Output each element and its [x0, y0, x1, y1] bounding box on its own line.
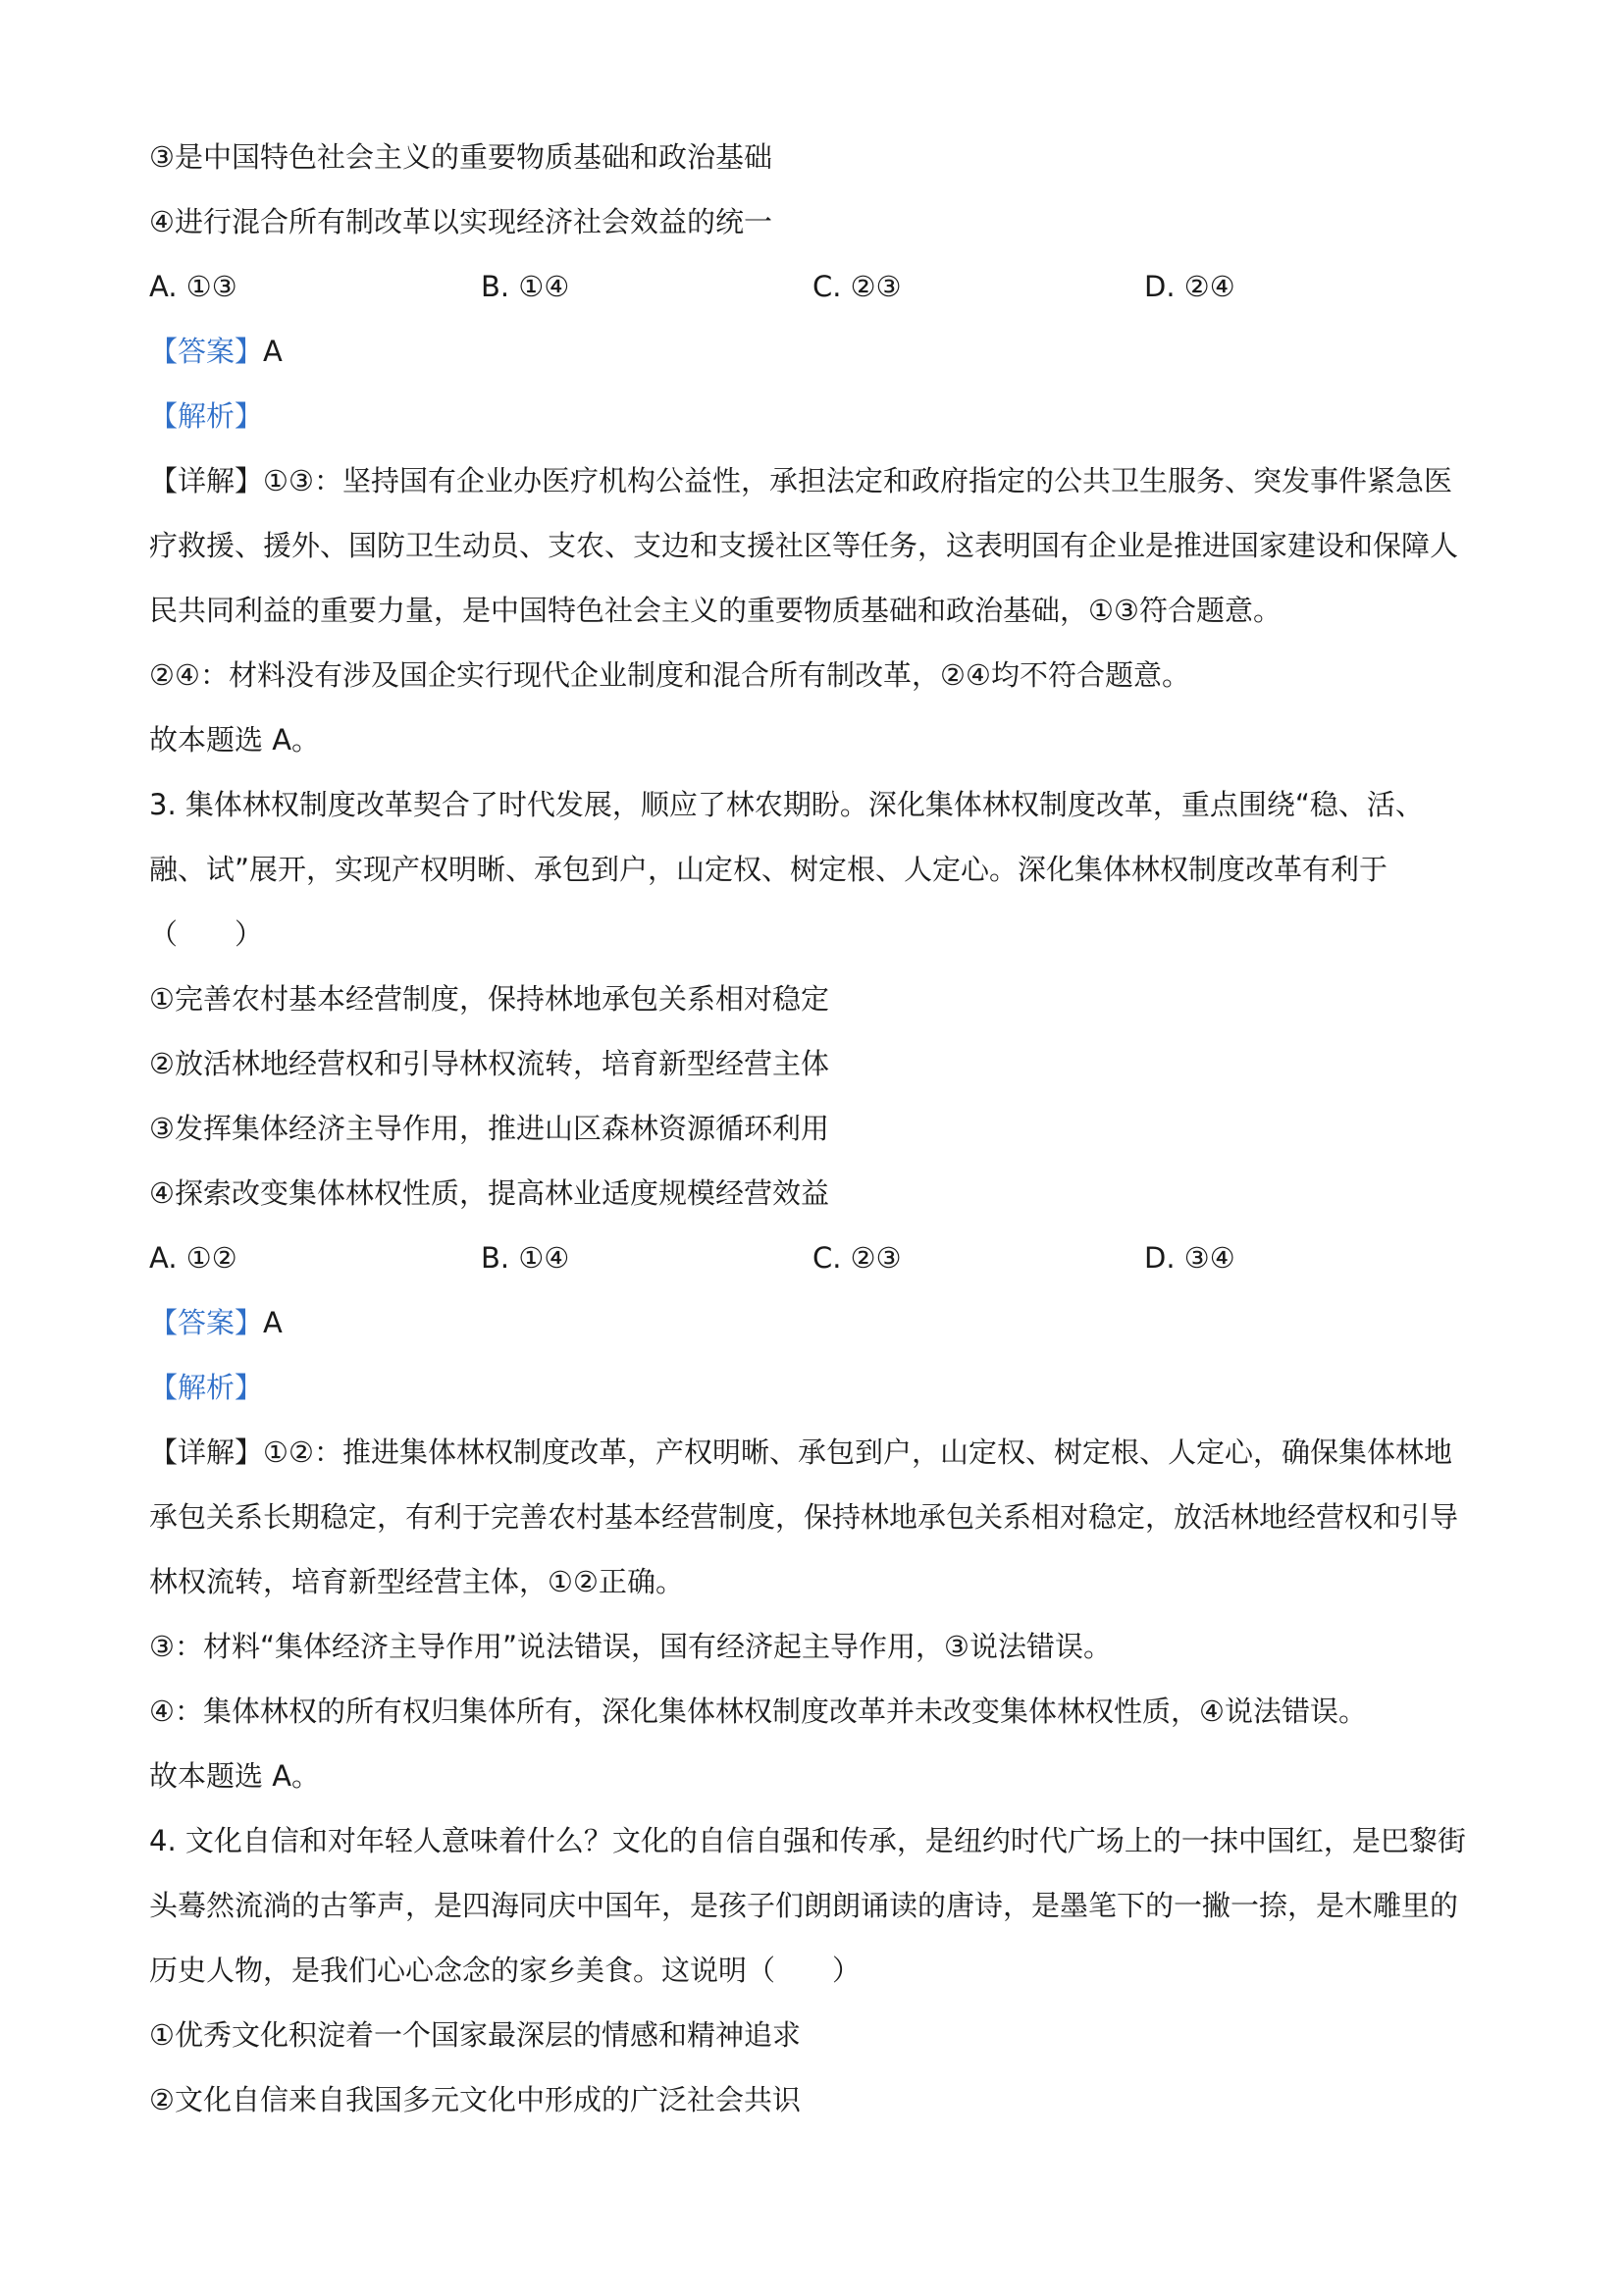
q3-conclusion: 故本题选 A。 [149, 1759, 321, 1793]
q2-option-b: B. ①④ [481, 270, 570, 303]
q3-option-a: A. ①② [149, 1241, 237, 1275]
q3-detail-line-5: ④：集体林权的所有权归集体所有，深化集体林权制度改革并未改变集体林权性质，④说法错误。 [149, 1695, 1367, 1728]
q3-option-c: C. ②③ [812, 1241, 902, 1275]
q3-analysis-label [149, 1371, 264, 1404]
answer-value: A [263, 335, 283, 368]
answer-label: 【答案】 [149, 335, 264, 368]
q2-option-a: A. ①③ [149, 270, 237, 303]
q3-option-d: D. ③④ [1144, 1241, 1235, 1275]
q2-detail-line-1 [149, 464, 1453, 497]
q2-detail-line-2: 疗救援、援外、国防卫生动员、支农、支边和支援社区等任务，这表明国有企业是推进国家建设和保障人 [149, 529, 1459, 562]
q3-detail-line-4: ③：材料“集体经济主导作用”说法错误，国有经济起主导作用，③说法错误。 [149, 1630, 1113, 1663]
analysis-label: 【解析】 [149, 399, 264, 433]
q3-item-1: ①完善农村基本经营制度，保持林地承包关系相对稳定 [149, 982, 829, 1016]
q3-detail-line-1 [149, 1435, 1453, 1469]
q2-conclusion: 故本题选 A。 [149, 723, 321, 757]
q2-item-4: ④进行混合所有制改革以实现经济社会效益的统一 [149, 205, 772, 238]
q4-stem-line-1: 4. 文化自信和对年轻人意味着什么？文化的自信自强和传承，是纽约时代广场上的一抹中国红，是巴黎街 [149, 1824, 1466, 1857]
q4-item-1: ①优秀文化积淀着一个国家最深层的情感和精神追求 [149, 2018, 801, 2052]
q4-item-2: ②文化自信来自我国多元文化中形成的广泛社会共识 [149, 2083, 801, 2116]
q3-detail-line-3: 林权流转，培育新型经营主体，①②正确。 [149, 1565, 684, 1598]
q4-stem-line-3: 历史人物，是我们心心念念的家乡美食。这说明（ ） [149, 1954, 862, 1987]
q3-option-b: B. ①④ [481, 1241, 570, 1275]
answer-label: 【答案】 [149, 1306, 264, 1339]
q2-option-d: D. ②④ [1144, 270, 1235, 303]
q3-stem-line-2: 融、试”展开，实现产权明晰、承包到户，山定权、树定根、人定心。深化集体林权制度改革有利于 [149, 853, 1388, 886]
q3-detail-line-2: 承包关系长期稳定，有利于完善农村基本经营制度，保持林地承包关系相对稳定，放活林地经营权和引导 [149, 1500, 1459, 1534]
q2-answer [149, 335, 283, 368]
q2-item-3: ③是中国特色社会主义的重要物质基础和政治基础 [149, 140, 772, 174]
detail-label: 【详解】 [149, 464, 264, 497]
detail-label: 【详解】 [149, 1435, 264, 1469]
detail-text: ①②：推进集体林权制度改革，产权明晰、承包到户，山定权、树定根、人定心，确保集体林地 [263, 1435, 1453, 1469]
q3-item-3: ③发挥集体经济主导作用，推进山区森林资源循环利用 [149, 1112, 829, 1145]
q4-stem-line-2: 头蓦然流淌的古筝声，是四海同庆中国年，是孩子们朗朗诵读的唐诗，是墨笔下的一撇一捺，是木雕里的 [149, 1889, 1459, 1922]
q3-item-4: ④探索改变集体林权性质，提高林业适度规模经营效益 [149, 1176, 829, 1210]
q3-item-2: ②放活林地经营权和引导林权流转，培育新型经营主体 [149, 1047, 829, 1080]
analysis-label: 【解析】 [149, 1371, 264, 1404]
q3-stem-line-1: 3. 集体林权制度改革契合了时代发展，顺应了林农期盼。深化集体林权制度改革，重点围绕“稳、活、 [149, 788, 1424, 821]
q3-stem-line-3: （ ） [149, 917, 264, 951]
answer-value: A [263, 1306, 283, 1339]
q3-answer [149, 1306, 283, 1339]
q2-analysis-label [149, 399, 264, 433]
detail-text: ①③：坚持国有企业办医疗机构公益性，承担法定和政府指定的公共卫生服务、突发事件紧急医 [263, 464, 1453, 497]
q2-option-c: C. ②③ [812, 270, 902, 303]
q2-detail-line-4: ②④：材料没有涉及国企实行现代企业制度和混合所有制改革，②④均不符合题意。 [149, 658, 1190, 692]
q2-detail-line-3: 民共同利益的重要力量，是中国特色社会主义的重要物质基础和政治基础，①③符合题意。 [149, 594, 1282, 627]
